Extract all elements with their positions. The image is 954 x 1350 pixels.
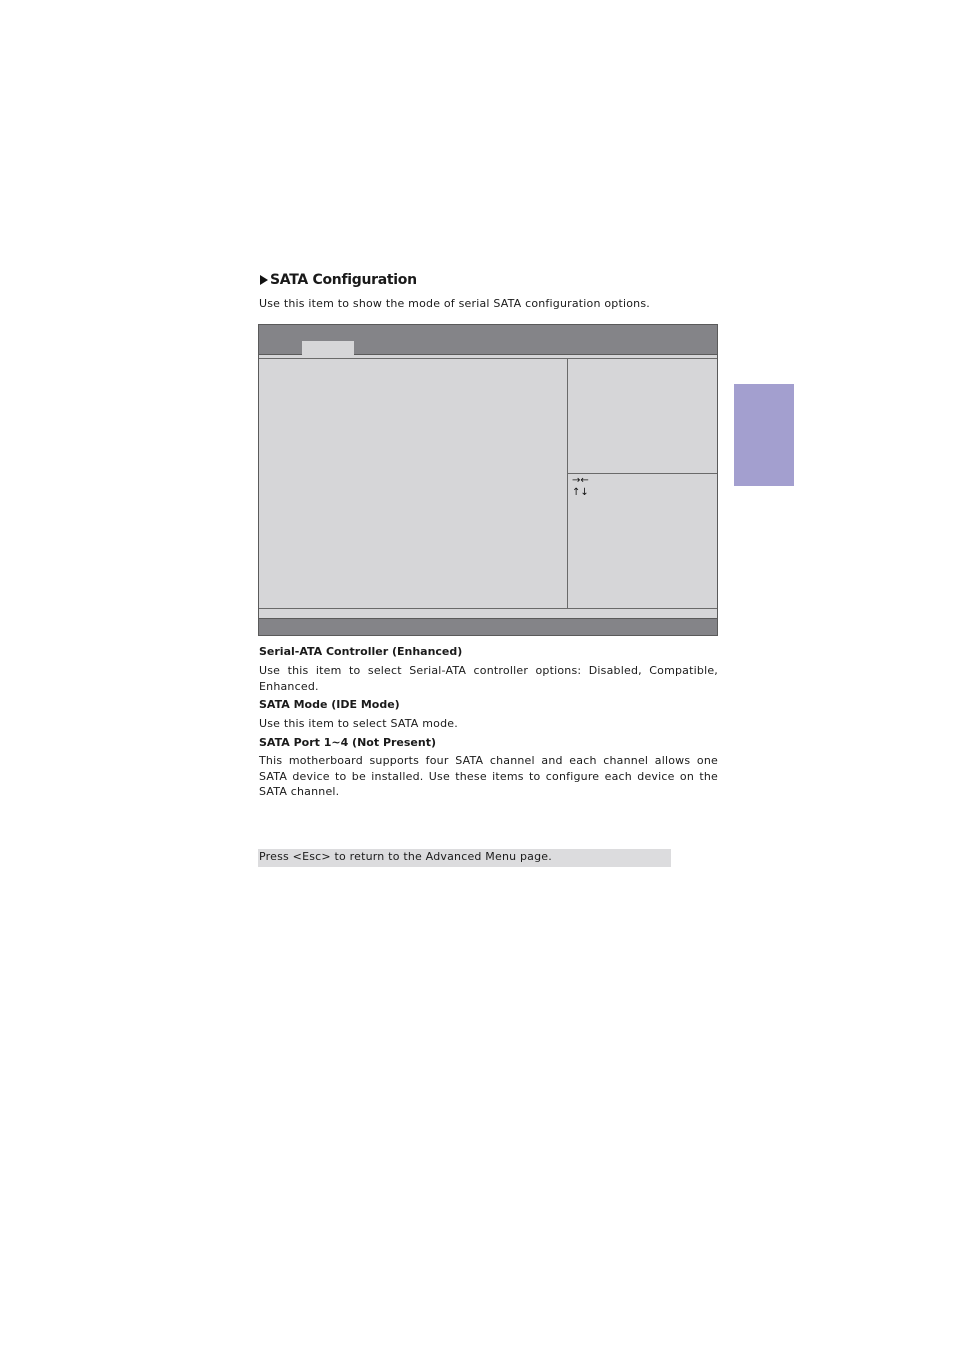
up-down-arrows-icon: ↑↓ <box>572 487 589 498</box>
bios-status-bar <box>259 618 717 635</box>
section-title: SATA Configuration <box>270 272 417 288</box>
item-title-controller: Serial-ATA Controller (Enhanced) <box>259 645 463 658</box>
bios-active-tab <box>302 341 354 355</box>
bios-help-divider <box>568 473 717 474</box>
triangle-bullet-icon <box>260 275 268 285</box>
chapter-side-tab <box>734 384 794 486</box>
bios-header-divider <box>259 358 717 359</box>
item-desc-controller: Use this item to select Serial-ATA controller options: Disabled, Compatible, Enhanced. <box>259 664 718 693</box>
item-desc-sata-mode: Use this item to select SATA mode. <box>259 717 458 730</box>
bios-screenshot <box>258 324 718 636</box>
footer-note: Press <Esc> to return to the Advanced Menu page. <box>258 849 671 867</box>
bios-panel-divider <box>567 359 568 608</box>
item-title-sata-port: SATA Port 1~4 (Not Present) <box>259 736 437 749</box>
bios-key-legend <box>572 475 589 499</box>
left-right-arrows-icon: →← <box>572 475 589 486</box>
section-heading <box>260 272 417 288</box>
bios-menu-bar <box>259 325 717 355</box>
section-intro: Use this item to show the mode of serial SATA configuration options. <box>259 297 650 310</box>
item-title-sata-mode: SATA Mode (IDE Mode) <box>259 698 400 711</box>
bios-footer-divider <box>259 608 717 609</box>
item-desc-sata-port: This motherboard supports four SATA channel and each channel allows one SATA device to be installed. Use these items to configure each device on the SATA channel. <box>259 754 718 798</box>
